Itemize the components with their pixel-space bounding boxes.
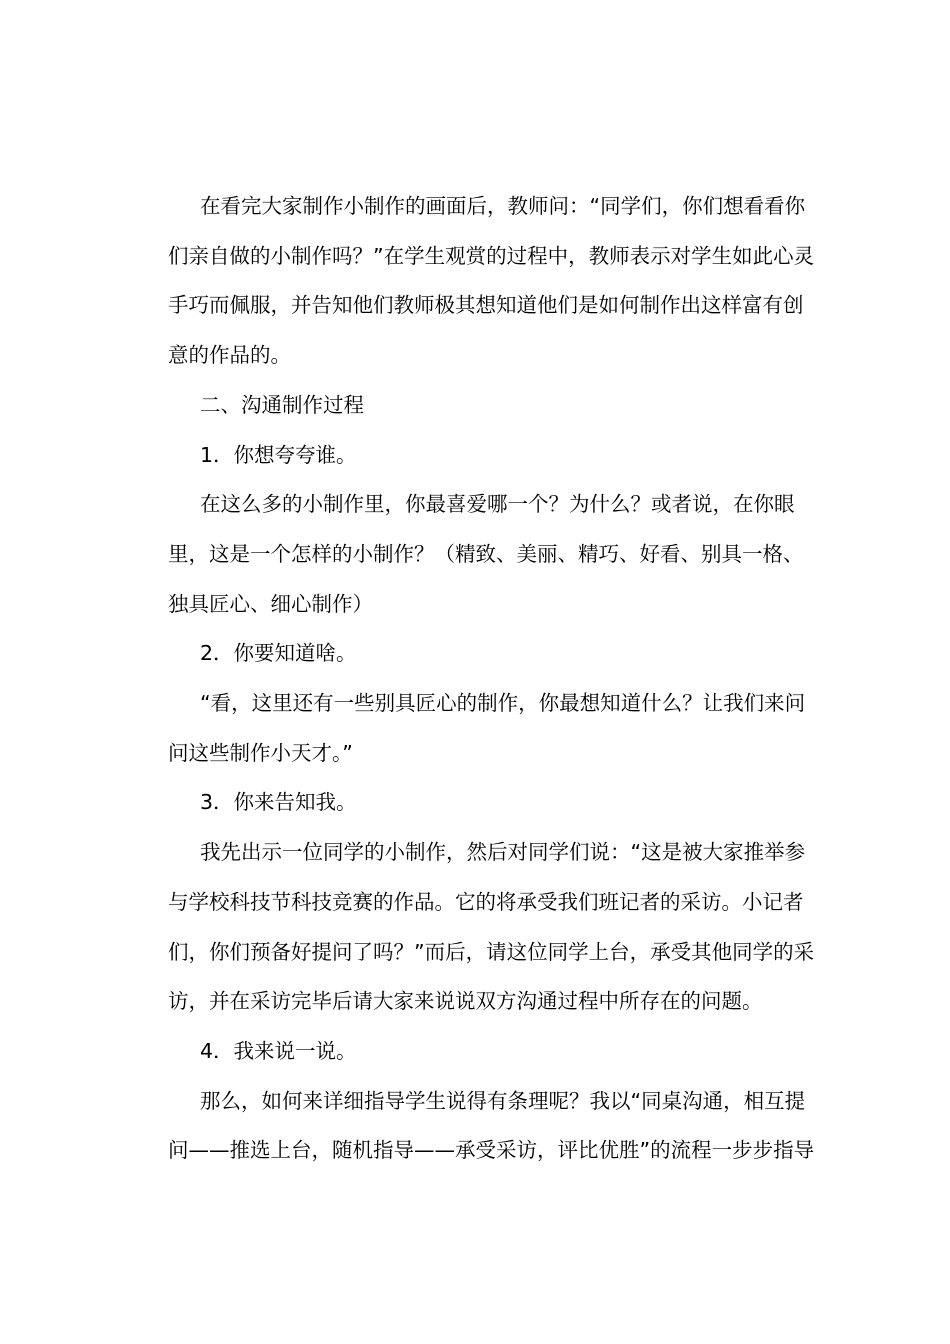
text-line: 独具匠心、细心制作） — [168, 591, 373, 616]
text-line: 在看完大家制作小制作的画面后，教师问：“同学们，你们想看看你 — [200, 194, 806, 218]
text-line: 手巧而佩服，并告知他们教师极其想知道他们是如何制作出这样富有创 — [168, 293, 804, 318]
step-heading — [127, 431, 833, 481]
document-page — [127, 182, 833, 1176]
section-heading — [127, 381, 833, 431]
text-line: 1．你想夸夸谁。 — [200, 442, 357, 467]
step-heading — [127, 778, 833, 828]
text-line: 2．你要知道啥。 — [200, 641, 357, 666]
text-line: 那么，如何来详细指导学生说得有条理呢？我以“同桌沟通，相互提 — [200, 1088, 806, 1113]
paragraph-step-2 — [127, 679, 833, 778]
paragraph-intro — [127, 182, 833, 381]
paragraph-step-4 — [127, 1077, 833, 1176]
text-line: 4．我来说一说。 — [200, 1038, 357, 1063]
text-line: 里，这是一个怎样的小制作？（精致、美丽、精巧、好看、别具一格、 — [168, 541, 804, 566]
text-line: 在这么多的小制作里，你最喜爱哪一个？为什么？或者说，在你眼 — [200, 492, 795, 517]
text-line: “看，这里还有一些别具匠心的制作，你最想知道什么？让我们来问 — [200, 691, 806, 716]
text-line: 与学校科技节科技竞赛的作品。它的将承受我们班记者的采访。小记者 — [168, 889, 804, 914]
text-line: 问这些制作小天才。” — [168, 740, 353, 765]
text-line: 访，并在采访完毕后请大家来说说双方沟通过程中所存在的问题。 — [168, 989, 763, 1014]
text-line: 我先出示一位同学的小制作，然后对同学们说：“这是被大家推举参 — [200, 840, 806, 865]
text-line: 3．你来告知我。 — [200, 790, 357, 815]
text-line: 意的作品的。 — [168, 343, 291, 368]
text-line: 问——推选上台，随机指导——承受采访，评比优胜”的流程一步步指导 — [168, 1138, 815, 1163]
step-heading — [127, 1027, 833, 1077]
text-line: 二、沟通制作过程 — [200, 392, 364, 417]
text-line: 们亲自做的小制作吗？”在学生观赏的过程中，教师表示对学生如此心灵 — [168, 243, 815, 268]
paragraph-step-1 — [127, 480, 833, 629]
step-heading — [127, 629, 833, 679]
paragraph-step-3 — [127, 828, 833, 1027]
text-line: 们，你们预备好提问了吗？”而后，请这位同学上台，承受其他同学的采 — [168, 939, 815, 964]
